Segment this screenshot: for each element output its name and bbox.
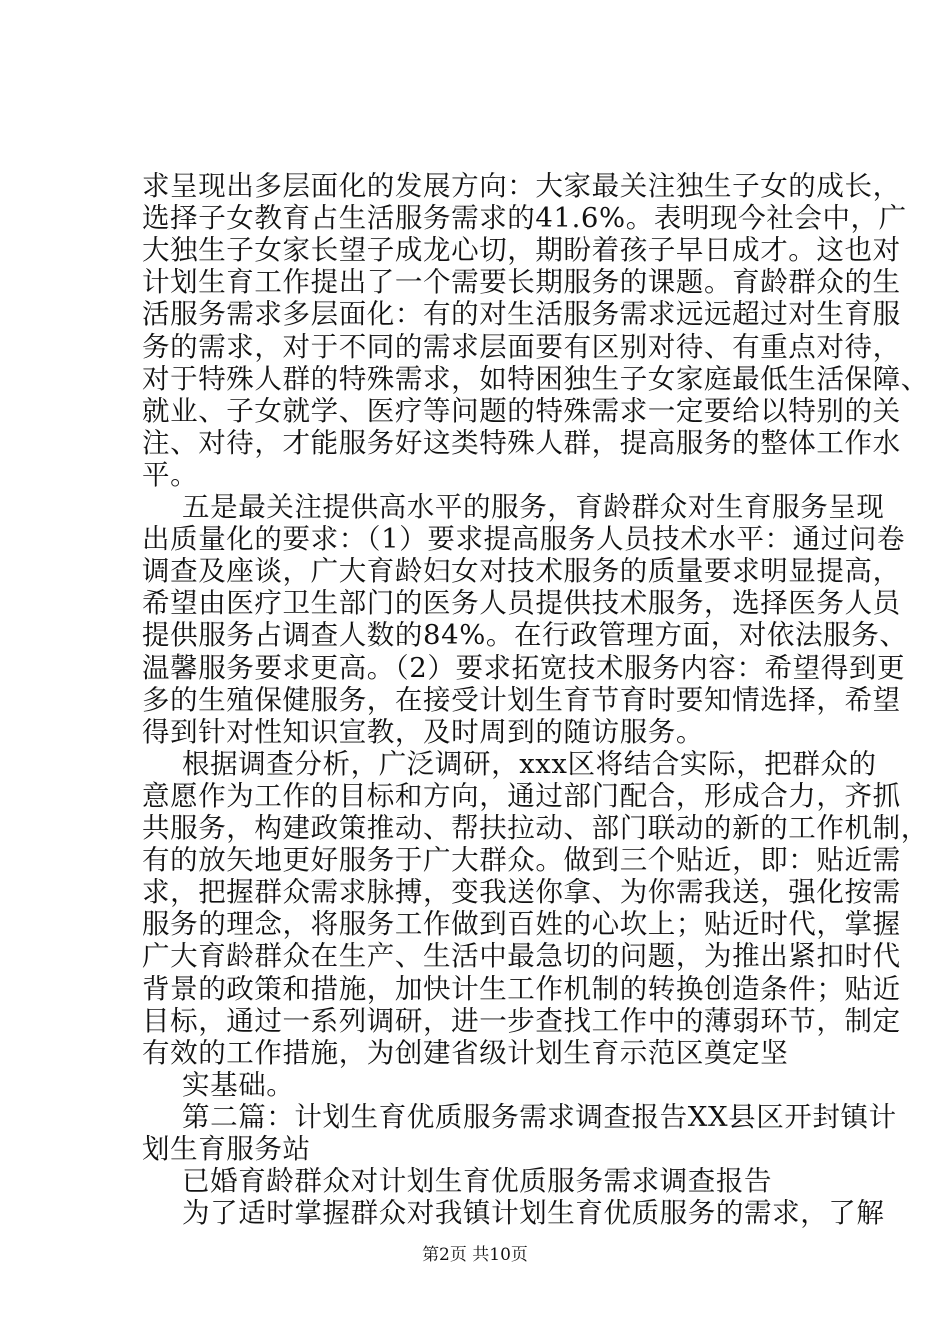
text-line: 实基础。 (182, 1068, 295, 1101)
page-footer: 第2页 共10页 (422, 1245, 528, 1265)
text-line: 目标，通过一系列调研，进一步查找工作中的薄弱环节，制定 (142, 1004, 901, 1037)
text-line: 共服务，构建政策推动、帮扶拉动、部门联动的新的工作机制， (142, 812, 929, 844)
section-heading-continued: 划生育服务站 (142, 1133, 311, 1165)
text-line: 计划生育工作提出了一个需要长期服务的课题。育龄群众的生 (142, 266, 901, 299)
text-line: 注、对待，才能服务好这类特殊人群，提高服务的整体工作水 (142, 426, 901, 459)
text-line: 意愿作为工作的目标和方向，通过部门配合，形成合力，齐抓 (142, 779, 901, 812)
report-title: 已婚育龄群众对计划生育优质服务需求调查报告 (182, 1165, 773, 1198)
text-line: 出质量化的要求：（1）要求提高服务人员技术水平：通过问卷 (142, 523, 906, 556)
text-line: 平。 (142, 458, 199, 491)
section-heading: 第二篇：计划生育优质服务需求调查报告XX县区开封镇计 (182, 1100, 897, 1133)
text-line: 背景的政策和措施，加快计生工作机制的转换创造条件；贴近 (142, 972, 901, 1005)
text-line: 务的需求，对于不同的需求层面要有区别对待、有重点对待， (142, 330, 901, 363)
text-line: 温馨服务要求更高。（2）要求拓宽技术服务内容：希望得到更 (142, 651, 906, 684)
text-line: 为了适时掌握群众对我镇计划生育优质服务的需求，了解 (182, 1197, 885, 1230)
text-line: 就业、子女就学、医疗等问题的特殊需求一定要给以特别的关 (142, 394, 901, 427)
text-line: 有效的工作措施，为创建省级计划生育示范区奠定坚 (142, 1036, 789, 1069)
text-line: 对于特殊人群的特殊需求，如特困独生子女家庭最低生活保障、 (142, 362, 929, 395)
text-line: 求呈现出多层面化的发展方向：大家最关注独生子女的成长， (142, 170, 901, 202)
text-line: 根据调查分析，广泛调研，xxx区将结合实际，把群众的 (182, 747, 877, 780)
text-line: 得到针对性知识宣教，及时周到的随访服务。 (142, 715, 704, 748)
text-line: 调查及座谈，广大育龄妇女对技术服务的质量要求明显提高， (142, 555, 901, 588)
text-line: 五是最关注提供高水平的服务，育龄群众对生育服务呈现 (182, 491, 885, 523)
text-line: 有的放矢地更好服务于广大群众。做到三个贴近，即：贴近需 (142, 844, 901, 877)
text-line: 选择子女教育占生活服务需求的41.6%。表明现今社会中，广 (142, 202, 907, 235)
text-line: 求，把握群众需求脉搏，变我送你拿、为你需我送，强化按需 (142, 876, 901, 909)
text-line: 广大育龄群众在生产、生活中最急切的问题，为推出紧扣时代 (142, 940, 901, 973)
text-line: 多的生殖保健服务，在接受计划生育节育时要知情选择，希望 (142, 683, 901, 716)
text-line: 希望由医疗卫生部门的医务人员提供技术服务，选择医务人员 (142, 587, 901, 620)
text-line: 大独生子女家长望子成龙心切，期盼着孩子早日成才。这也对 (142, 234, 901, 267)
text-line: 活服务需求多层面化：有的对生活服务需求远远超过对生育服 (142, 298, 901, 331)
text-line: 提供服务占调查人数的84%。在行政管理方面，对依法服务、 (142, 619, 908, 652)
text-line: 服务的理念，将服务工作做到百姓的心坎上；贴近时代，掌握 (142, 908, 901, 941)
